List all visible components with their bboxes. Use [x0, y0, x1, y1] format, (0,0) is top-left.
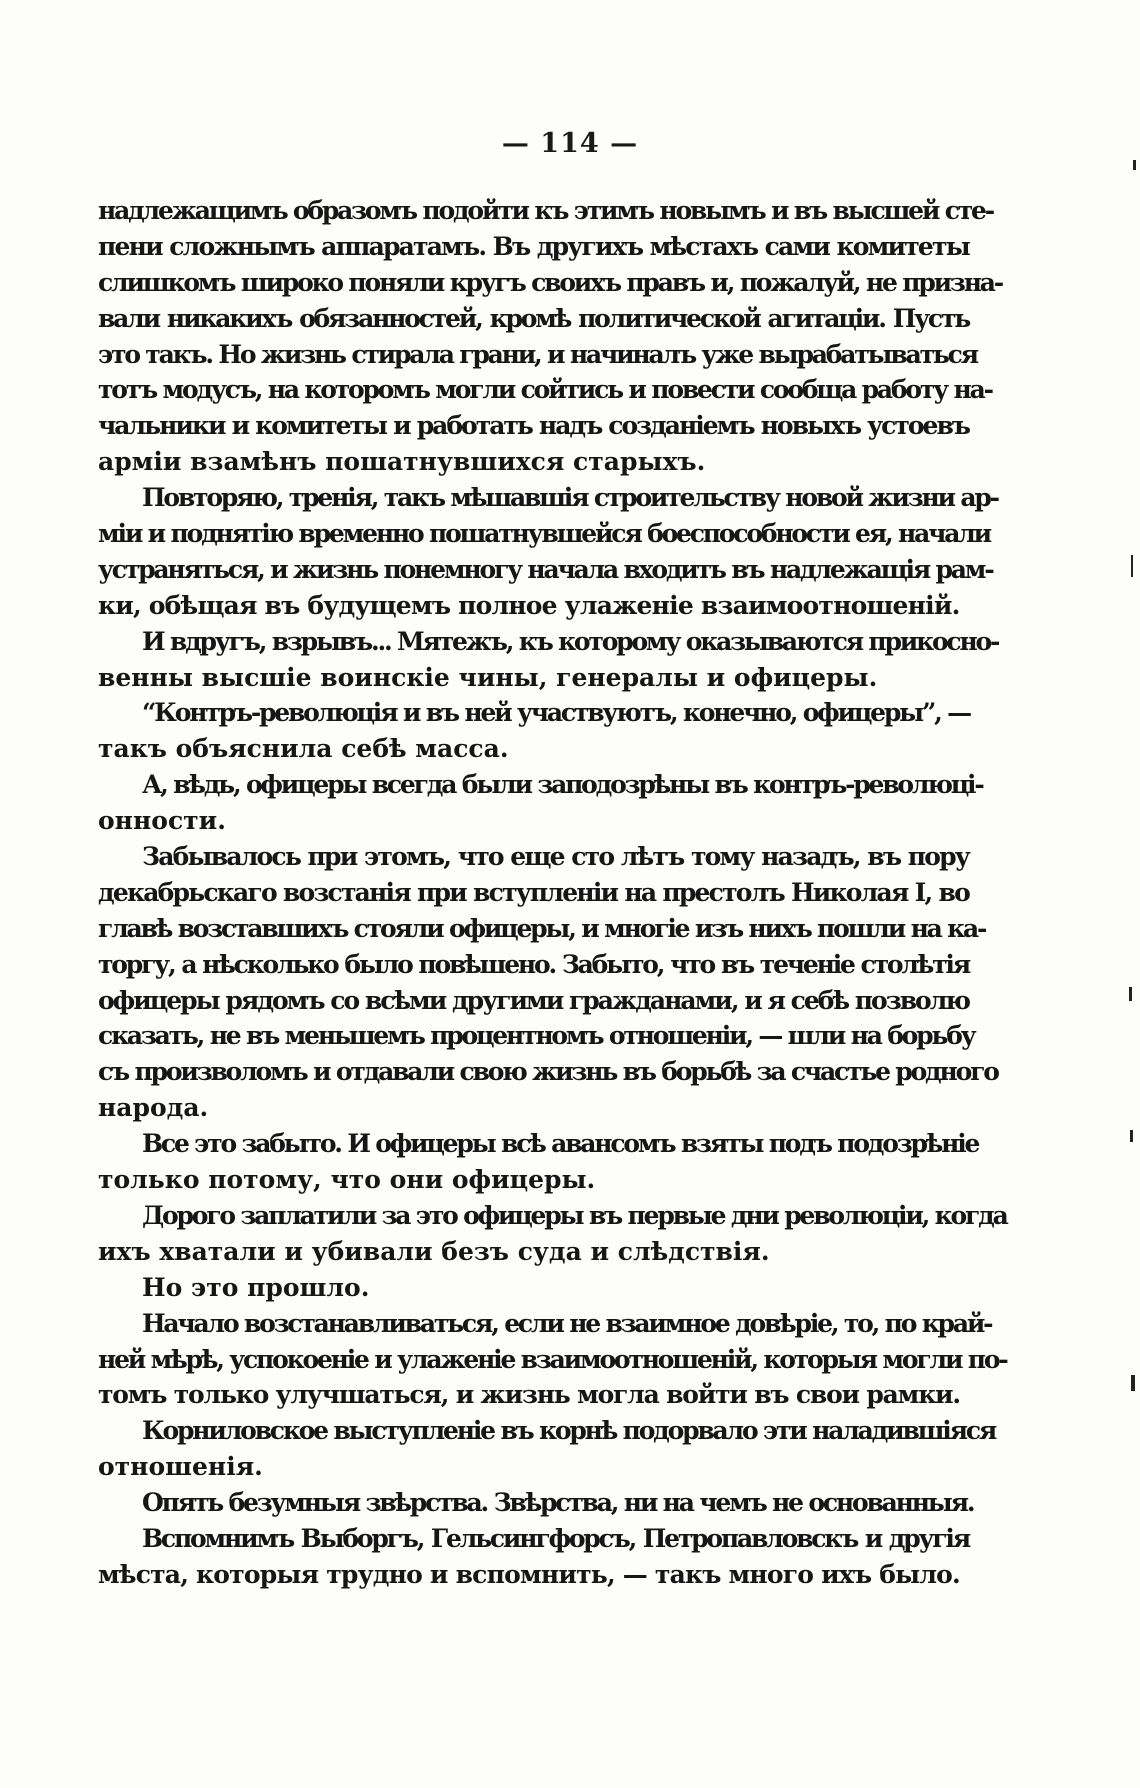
text-line: Дорого заплатили за это офицеры въ первые дни революціи, когда [142, 1200, 1007, 1230]
text-line: Повторяю, тренія, такъ мѣшавшія строительству новой жизни ар- [142, 483, 998, 513]
text-line: пени сложнымъ аппаратамъ. Въ другихъ мѣстахъ сами комитеты [98, 231, 969, 261]
text-line: такъ объяснила себѣ масса. [98, 734, 509, 764]
text-line: А, вѣдь, офицеры всегда были заподозрѣны въ контръ-революці- [142, 770, 983, 800]
text-line: вали никакихъ обязанностей, кромѣ политической агитаціи. Пусть [98, 303, 969, 333]
scan-mark [1131, 1375, 1135, 1391]
text-line: онности. [98, 806, 226, 836]
text-line: надлежащимъ образомъ подойти къ этимъ новымъ и въ высшей сте- [98, 196, 993, 225]
text-line: съ произволомъ и отдавали свою жизнь въ борьбѣ за счастье родного [98, 1057, 998, 1087]
text-line: томъ только улучшаться, и жизнь могла войти въ свои рамки. [98, 1380, 960, 1410]
text-line: слишкомъ широко поняли кругъ своихъ правъ и, пожалуй, не призна- [98, 267, 1002, 297]
text-line: Вспомнимъ Выборгъ, Гельсингфорсъ, Петропавловскъ и другія [142, 1523, 969, 1553]
text-line: Забывалось при этомъ, что еще сто лѣтъ тому назадъ, въ пору [142, 842, 969, 872]
text-line: ки, обѣщая въ будущемъ полное улаженіе взаимоотношеній. [98, 590, 960, 620]
scan-mark [1131, 555, 1133, 577]
text-line: мѣста, которыя трудно и вспомнить, — такъ много ихъ было. [98, 1559, 960, 1589]
text-line: Но это прошло. [142, 1272, 370, 1302]
text-line: Опять безумныя звѣрства. Звѣрства, ни на чемъ не основанныя. [142, 1488, 974, 1518]
text-line: это такъ. Но жизнь стирала грани, и начиналъ уже вырабатываться [98, 339, 977, 369]
text-line: Корниловское выступленіе въ корнѣ подорвало эти наладившіяся [142, 1416, 996, 1446]
scan-mark [1129, 987, 1132, 1001]
text-line: ихъ хватали и убивали безъ суда и слѣдствія. [98, 1236, 770, 1266]
text-line: торгу, а нѣсколько было повѣшено. Забыто, что въ теченіе столѣтія [98, 949, 969, 979]
text-line: сказать, не въ меньшемъ процентномъ отношеніи, — шли на борьбу [98, 1021, 975, 1051]
text-line: чальники и комитеты и работать надъ созданіемъ новыхъ устоевъ [98, 411, 969, 441]
text-line: венны высшіе воинскіе чины, генералы и офицеры. [98, 662, 878, 692]
text-line: арміи взамѣнъ пошатнувшихся старыхъ. [98, 447, 706, 477]
text-line: тотъ модусъ, на которомъ могли сойтись и повести сообща работу на- [98, 375, 992, 405]
text-line: “Контръ-революція и въ ней участвуютъ, конечно, офицеры”, — [142, 698, 970, 728]
text-line: декабрьскаго возстанія при вступленіи на престолъ Николая I, во [98, 877, 969, 907]
text-line: главѣ возставшихъ стояли офицеры, и многіе изъ нихъ пошли на ка- [98, 913, 986, 943]
page-body-text [98, 193, 1007, 1593]
text-line: И вдругъ, взрывъ... Мятежъ, къ которому оказываются прикосно- [142, 626, 999, 656]
scan-mark [1133, 160, 1136, 170]
text-line: офицеры рядомъ со всѣми другими гражданами, и я себѣ позволю [98, 985, 969, 1015]
text-line: ней мѣрѣ, успокоеніе и улаженіе взаимоотношеній, которыя могли по- [98, 1344, 1007, 1374]
text-line: Начало возстанавливаться, если не взаимное довѣріе, то, по край- [142, 1308, 992, 1338]
text-line: Все это забыто. И офицеры всѣ авансомъ взяты подъ подозрѣніе [142, 1129, 979, 1159]
text-line: народа. [98, 1093, 209, 1123]
page-number: — 114 — [501, 128, 639, 159]
text-line: міи и поднятію временно пошатнувшейся боеспособности ея, начали [98, 519, 991, 549]
text-line: только потому, что они офицеры. [98, 1165, 596, 1195]
text-line: устраняться, и жизнь понемногу начала входить въ надлежащія рам- [98, 554, 993, 584]
scan-mark [1130, 1130, 1133, 1142]
text-line: отношенія. [98, 1452, 263, 1482]
